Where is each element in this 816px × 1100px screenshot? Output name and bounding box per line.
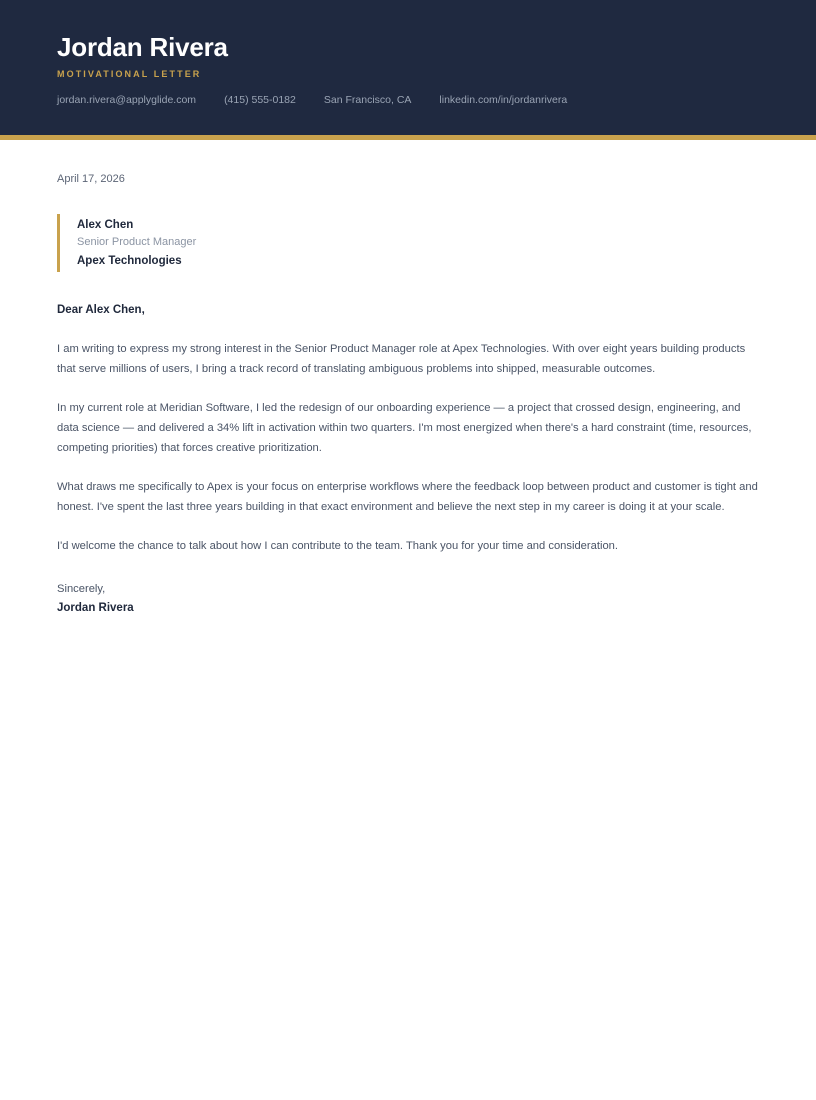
letter-body bbox=[0, 140, 816, 618]
sender-name: Jordan Rivera bbox=[57, 32, 228, 62]
recipient-block bbox=[57, 214, 759, 272]
contact-linkedin: linkedin.com/in/jordanrivera bbox=[439, 93, 568, 106]
recipient-title: Senior Product Manager bbox=[77, 235, 197, 248]
document-kicker: MOTIVATIONAL LETTER bbox=[57, 68, 202, 79]
letter-paragraph: What draws me specifically to Apex is your focus on enterprise workflows where the feedback loop between product and customer is tight and honest. I've spent the last three years building in that exact environment and believe the next step in my career is doing it at your scale. bbox=[57, 480, 758, 513]
closing-block bbox=[57, 580, 759, 619]
contact-email: jordan.rivera@applyglide.com bbox=[57, 93, 197, 106]
letter-paragraph: I'd welcome the chance to talk about how I can contribute to the team. Thank you for your time and consideration. bbox=[57, 539, 619, 552]
contact-location: San Francisco, CA bbox=[323, 93, 412, 106]
closing-salutation: Sincerely, bbox=[57, 582, 106, 595]
letter-date: April 17, 2026 bbox=[57, 173, 125, 186]
letter-paragraph: In my current role at Meridian Software, I led the redesign of our onboarding experience — a project that crossed design, engineering, and data science — and delivered a 34% lift in activation within two quarters. I'm most energized when there's a hard constraint (time, resources, competing priorities) that forces creative prioritization. bbox=[57, 402, 752, 455]
letter-header bbox=[0, 0, 816, 140]
contact-row bbox=[57, 93, 759, 108]
letter-paragraph: I am writing to express my strong interest in the Senior Product Manager role at Apex Technologies. With over eight years building products that serve millions of users, I bring a track record of translating ambiguous problems into shipped, measurable outcomes. bbox=[57, 343, 746, 376]
signature-name: Jordan Rivera bbox=[57, 602, 134, 615]
salutation: Dear Alex Chen, bbox=[57, 304, 145, 317]
contact-phone: (415) 555-0182 bbox=[224, 93, 296, 106]
recipient-company: Apex Technologies bbox=[77, 254, 182, 267]
recipient-name: Alex Chen bbox=[77, 218, 134, 231]
